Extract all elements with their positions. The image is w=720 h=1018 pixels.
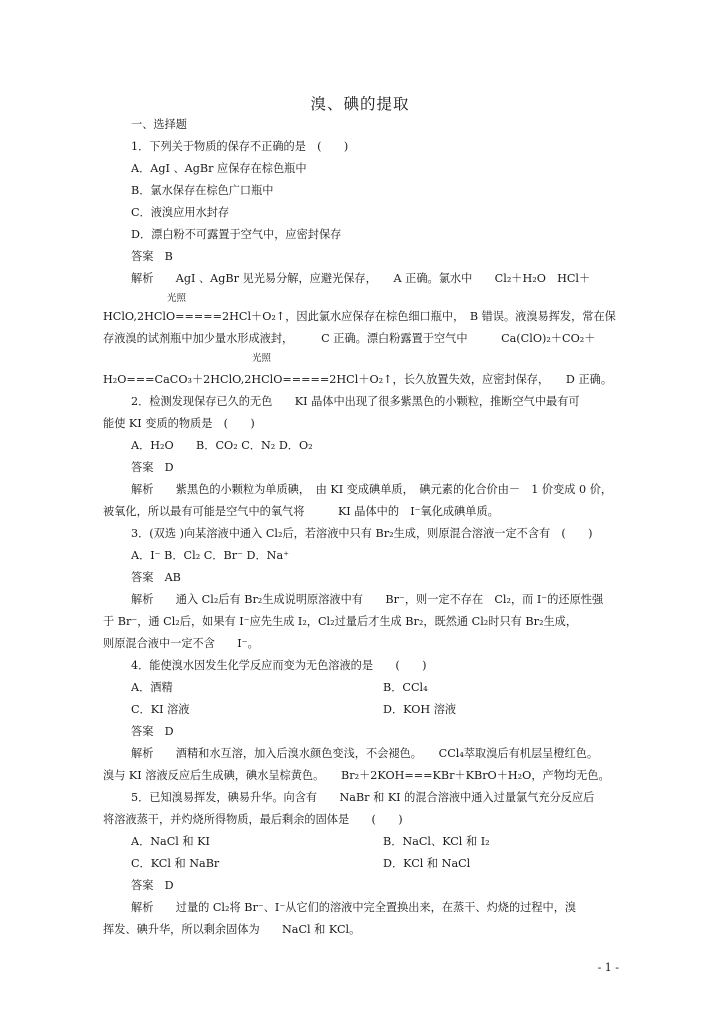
question-1: 1．下列关于物质的保存不正确的是 ( )	[131, 140, 349, 153]
answer-4: 答案 D	[131, 725, 174, 738]
analysis-3-line-1: 解析 通入 Cl₂后有 Br₂生成说明原溶液中有 Br⁻，则一定不存在 Cl₂，而 I⁻的还原性强	[131, 593, 604, 606]
analysis-3-line-2: 于 Br⁻，通 Cl₂后，如果有 I⁻应先生成 I₂，Cl₂过量后才生成 Br₂，既然通 Cl₂时只有 Br₂生成，	[103, 615, 578, 628]
analysis-1-line-3: 存液溴的试剂瓶中加少量水形成液封， C 正确。漂白粉露置于空气中 Ca(ClO)₂＋CO₂＋	[103, 332, 596, 345]
option-4a: A．酒精	[131, 681, 173, 694]
answer-1: 答案 B	[131, 250, 173, 263]
question-5-line-2: 将溶液蒸干，并灼烧所得物质，最后剩余的固体是 ( )	[103, 813, 403, 826]
analysis-2-line-1: 解析 紫黑色的小颗粒为单质碘， 由 KI 变成碘单质， 碘元素的化合价由－ 1 价变成 0 价，	[131, 483, 613, 496]
options-2: A．H₂O B．CO₂ C．N₂ D．O₂	[131, 439, 313, 452]
option-4b: B．CCl₄	[383, 681, 428, 694]
option-5b: B．NaCl、KCl 和 I₂	[383, 835, 490, 848]
option-4c: C．KI 溶液	[131, 703, 190, 716]
analysis-1-line-4: H₂O===CaCO₃＋2HClO,2HClO=====2HCl＋O₂↑，长久放置失效，应密封保存， D 正确。	[103, 373, 613, 386]
options-3: A．I⁻ B．Cl₂ C．Br⁻ D．Na⁺	[131, 549, 290, 562]
reaction-condition-2: 光照	[252, 353, 272, 364]
page-number: - 1 -	[597, 961, 619, 974]
analysis-5-line-2: 挥发、碘升华，所以剩余固体为 NaCl 和 KCl。	[103, 923, 361, 936]
analysis-4-line-2: 溴与 KI 溶液反应后生成碘，碘水呈棕黄色。 Br₂＋2KOH===KBr＋KBrO＋H₂O，产物均无色。	[103, 769, 610, 782]
question-4: 4．能使溴水因发生化学反应而变为无色溶液的是 ( )	[131, 659, 427, 672]
analysis-2-line-2: 被氧化，所以最有可能是空气中的氧气将 KI 晶体中的 I⁻氧化成碘单质。	[103, 505, 499, 518]
answer-5: 答案 D	[131, 879, 174, 892]
option-5c: C．KCl 和 NaBr	[131, 857, 220, 870]
option-1c: C．液溴应用水封存	[131, 206, 230, 219]
page-title: 溴、碘的提取	[310, 95, 410, 113]
option-5d: D．KCl 和 NaCl	[383, 857, 471, 870]
question-2-line-2: 能使 KI 变质的物质是 ( )	[103, 417, 255, 430]
option-1b: B．氯水保存在棕色广口瓶中	[131, 184, 274, 197]
analysis-5-line-1: 解析 过量的 Cl₂将 Br⁻、I⁻从它们的溶液中完全置换出来，在蒸干、灼烧的过程中，溴	[131, 901, 577, 914]
answer-2: 答案 D	[131, 461, 174, 474]
option-1d: D．漂白粉不可露置于空气中，应密封保存	[131, 228, 342, 241]
option-4d: D．KOH 溶液	[383, 703, 457, 716]
analysis-1-line-1: 解析 AgI 、AgBr 见光易分解，应避光保存， A 正确。氯水中 Cl₂＋H₂O HCl＋	[131, 272, 591, 285]
option-5a: A．NaCl 和 KI	[131, 835, 210, 848]
answer-3: 答案 AB	[131, 571, 181, 584]
analysis-1-line-2: HClO,2HClO=====2HCl＋O₂↑，因此氯水应保存在棕色细口瓶中， B 错误。液溴易挥发，常在保	[103, 310, 616, 323]
question-5-line-1: 5．已知溴易挥发，碘易升华。向含有 NaBr 和 KI 的混合溶液中通入过量氯气充分反应后	[131, 791, 595, 804]
option-1a: A．AgI 、AgBr 应保存在棕色瓶中	[131, 162, 307, 175]
question-2-line-1: 2．检测发现保存已久的无色 KI 晶体中出现了很多紫黑色的小颗粒，推断空气中最有可	[131, 395, 580, 408]
reaction-condition-1: 光照	[167, 293, 187, 304]
question-3: 3．(双选 )向某溶液中通入 Cl₂后，若溶液中只有 Br₂生成，则原混合溶液一定不含有 ( )	[131, 527, 593, 540]
analysis-4-line-1: 解析 酒精和水互溶，加入后溴水颜色变浅，不会褪色。 CCl₄萃取溴后有机层呈橙红色。	[131, 747, 599, 760]
analysis-3-line-3: 则原混合液中一定不含 I⁻。	[103, 637, 259, 650]
section-heading: 一、选择题	[131, 118, 187, 131]
